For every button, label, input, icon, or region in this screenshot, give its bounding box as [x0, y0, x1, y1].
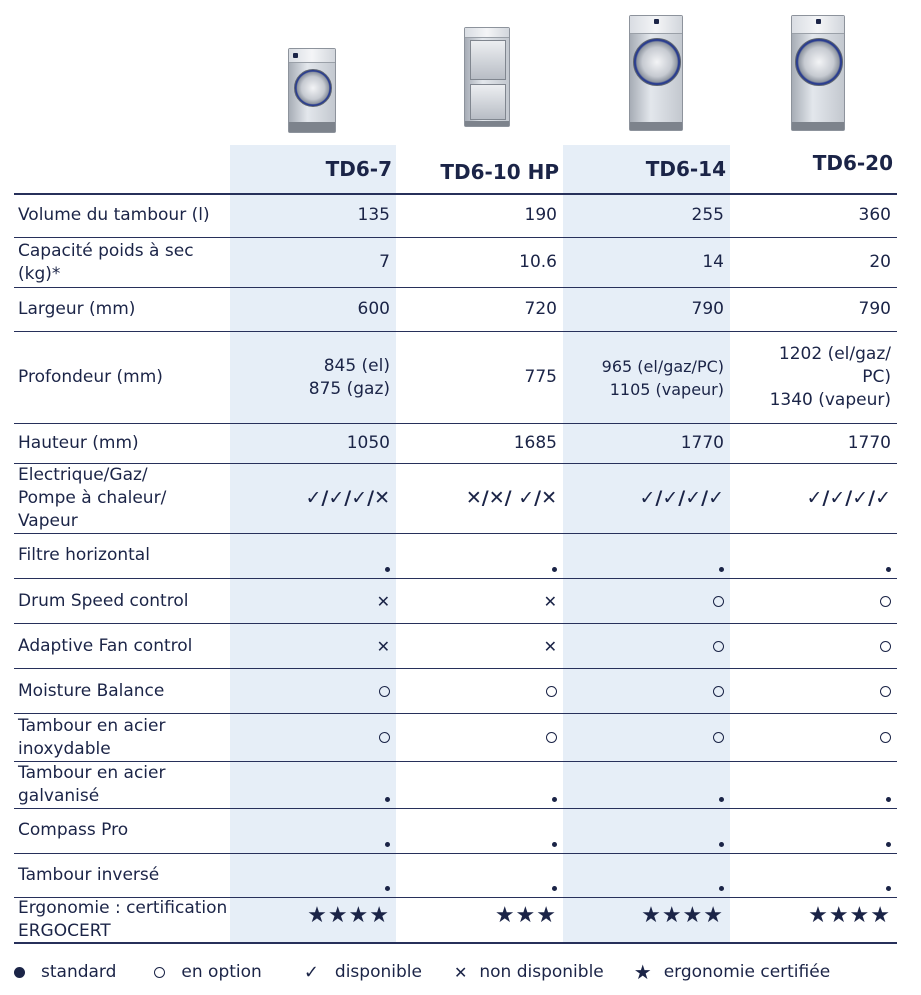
legend-label: non disponible	[479, 962, 604, 982]
cell-td6-20: 360	[858, 205, 891, 225]
standard-dot-icon	[730, 854, 891, 897]
cell-td6-20: 790	[858, 299, 891, 319]
option-circle-icon	[730, 624, 891, 668]
standard-dot-icon	[396, 854, 557, 897]
cell-td6-10-hp: 190	[524, 205, 557, 225]
row-label: Compass Pro	[18, 820, 129, 840]
cell-td6-20: 1202 (el/gaz/ PC) 1340 (vapeur)	[769, 344, 891, 410]
table-row-width	[14, 288, 897, 331]
table-row-height	[14, 424, 897, 463]
table-row-drum-speed	[14, 579, 897, 623]
legend-label: disponible	[334, 962, 422, 982]
legend-label: ergonomie certifiée	[663, 962, 831, 982]
option-circle-icon	[154, 967, 165, 978]
ergonomic-stars: ★★★	[494, 903, 557, 928]
energy-symbols: ✓/✓/✓/✕	[305, 487, 390, 509]
cell-td6-14: 14	[702, 252, 724, 272]
option-circle-icon	[563, 579, 724, 623]
table-row-ergonomics	[14, 898, 897, 942]
option-circle-icon	[563, 669, 724, 713]
cell-td6-20: 1770	[847, 433, 891, 453]
energy-symbols: ✕/✕/ ✓/✕	[465, 487, 557, 509]
standard-dot-icon	[230, 809, 390, 853]
energy-symbols: ✓/✓/✓/✓	[806, 487, 891, 509]
standard-dot-icon	[396, 809, 557, 853]
product-image-td6-14	[629, 15, 683, 131]
cell-td6-7: 845 (el) 875 (gaz)	[308, 355, 390, 399]
row-label: Hauteur (mm)	[18, 433, 139, 453]
cell-td6-14: 1770	[680, 433, 724, 453]
legend-standard	[14, 962, 116, 982]
row-label: Tambour en acier inoxydable	[18, 715, 166, 759]
cell-td6-7: 7	[379, 252, 390, 272]
cell-td6-7: 1050	[346, 433, 390, 453]
not-available-icon: ✕	[543, 636, 557, 656]
table-row-horizontal-filter	[14, 534, 897, 578]
row-label: Tambour inversé	[18, 865, 160, 885]
option-circle-icon	[396, 714, 557, 761]
model-header-td6-10-hp: TD6-10 HP	[440, 160, 559, 184]
table-row-moisture-balance	[14, 669, 897, 713]
standard-dot-icon	[730, 762, 891, 808]
standard-dot-icon	[730, 534, 891, 578]
cell-td6-14: 965 (el/gaz/PC) 1105 (vapeur)	[601, 356, 724, 399]
cell-td6-10-hp: 1685	[513, 433, 557, 453]
standard-dot-icon	[563, 809, 724, 853]
model-header-td6-14: TD6-14	[645, 157, 726, 181]
legend-ergonomic	[634, 960, 830, 984]
option-circle-icon	[230, 669, 390, 713]
model-header-td6-7: TD6-7	[325, 157, 392, 181]
table-row-volume	[14, 194, 897, 237]
option-circle-icon	[396, 669, 557, 713]
not-available-icon: ✕	[543, 591, 557, 611]
option-circle-icon	[730, 669, 891, 713]
not-available-icon: ✕	[376, 636, 390, 656]
row-label: Tambour en acier galvanisé	[18, 763, 166, 806]
table-row-energy	[14, 464, 897, 533]
legend	[14, 958, 919, 986]
row-label: Filtre horizontal	[18, 545, 150, 565]
cell-td6-10-hp: 10.6	[519, 252, 557, 272]
standard-dot-icon	[14, 967, 25, 978]
standard-dot-icon	[396, 534, 557, 578]
ergonomic-stars: ★★★★	[307, 903, 390, 928]
legend-label: standard	[41, 962, 117, 982]
cell-td6-10-hp: 720	[524, 299, 557, 319]
star-icon: ★	[633, 960, 652, 984]
standard-dot-icon	[563, 854, 724, 897]
row-label: Adaptive Fan control	[18, 635, 193, 656]
standard-dot-icon	[563, 534, 724, 578]
table-row-reversed-drum	[14, 854, 897, 897]
table-row-galvanized-drum	[14, 762, 897, 808]
check-icon: ✓	[303, 961, 319, 983]
ergonomic-stars: ★★★★	[641, 903, 724, 928]
legend-option	[154, 962, 261, 982]
option-circle-icon	[563, 714, 724, 761]
table-row-compass-pro	[14, 809, 897, 853]
cell-td6-20: 20	[869, 252, 891, 272]
standard-dot-icon	[230, 534, 390, 578]
table-row-capacity	[14, 238, 897, 287]
product-image-td6-20	[791, 15, 845, 131]
option-circle-icon	[730, 714, 891, 761]
standard-dot-icon	[230, 762, 390, 808]
cell-td6-7: 135	[357, 205, 390, 225]
option-circle-icon	[563, 624, 724, 668]
standard-dot-icon	[230, 854, 390, 897]
legend-available	[304, 962, 422, 983]
cell-td6-7: 600	[357, 299, 390, 319]
table-row-stainless-drum	[14, 714, 897, 761]
row-label: Capacité poids à sec (kg)*	[18, 241, 194, 284]
cell-td6-14: 255	[691, 205, 724, 225]
energy-symbols: ✓/✓/✓/✓	[639, 487, 724, 509]
standard-dot-icon	[563, 762, 724, 808]
product-image-td6-7	[288, 48, 336, 133]
option-circle-icon	[730, 579, 891, 623]
standard-dot-icon	[396, 762, 557, 808]
legend-not-available	[454, 962, 604, 982]
standard-dot-icon	[730, 809, 891, 853]
cell-td6-14: 790	[691, 299, 724, 319]
row-label: Largeur (mm)	[18, 299, 136, 319]
option-circle-icon	[230, 714, 390, 761]
model-header-td6-20: TD6-20	[812, 151, 893, 175]
row-label: Moisture Balance	[18, 680, 165, 701]
product-image-td6-10-hp	[464, 27, 510, 127]
row-label: Drum Speed control	[18, 590, 189, 611]
cell-td6-10-hp: 775	[524, 367, 557, 387]
not-available-icon: ✕	[376, 591, 390, 611]
ergonomic-stars: ★★★★	[808, 903, 891, 928]
table-row-depth	[14, 332, 897, 423]
row-label: Profondeur (mm)	[18, 367, 163, 387]
row-label: Electrique/Gaz/ Pompe à chaleur/ Vapeur	[18, 465, 167, 531]
row-label: Ergonomie : certification ERGOCERT	[18, 898, 228, 941]
row-label: Volume du tambour (l)	[18, 205, 210, 225]
table-row-adaptive-fan	[14, 624, 897, 668]
cross-icon: ✕	[453, 962, 468, 982]
legend-label: en option	[181, 962, 262, 982]
